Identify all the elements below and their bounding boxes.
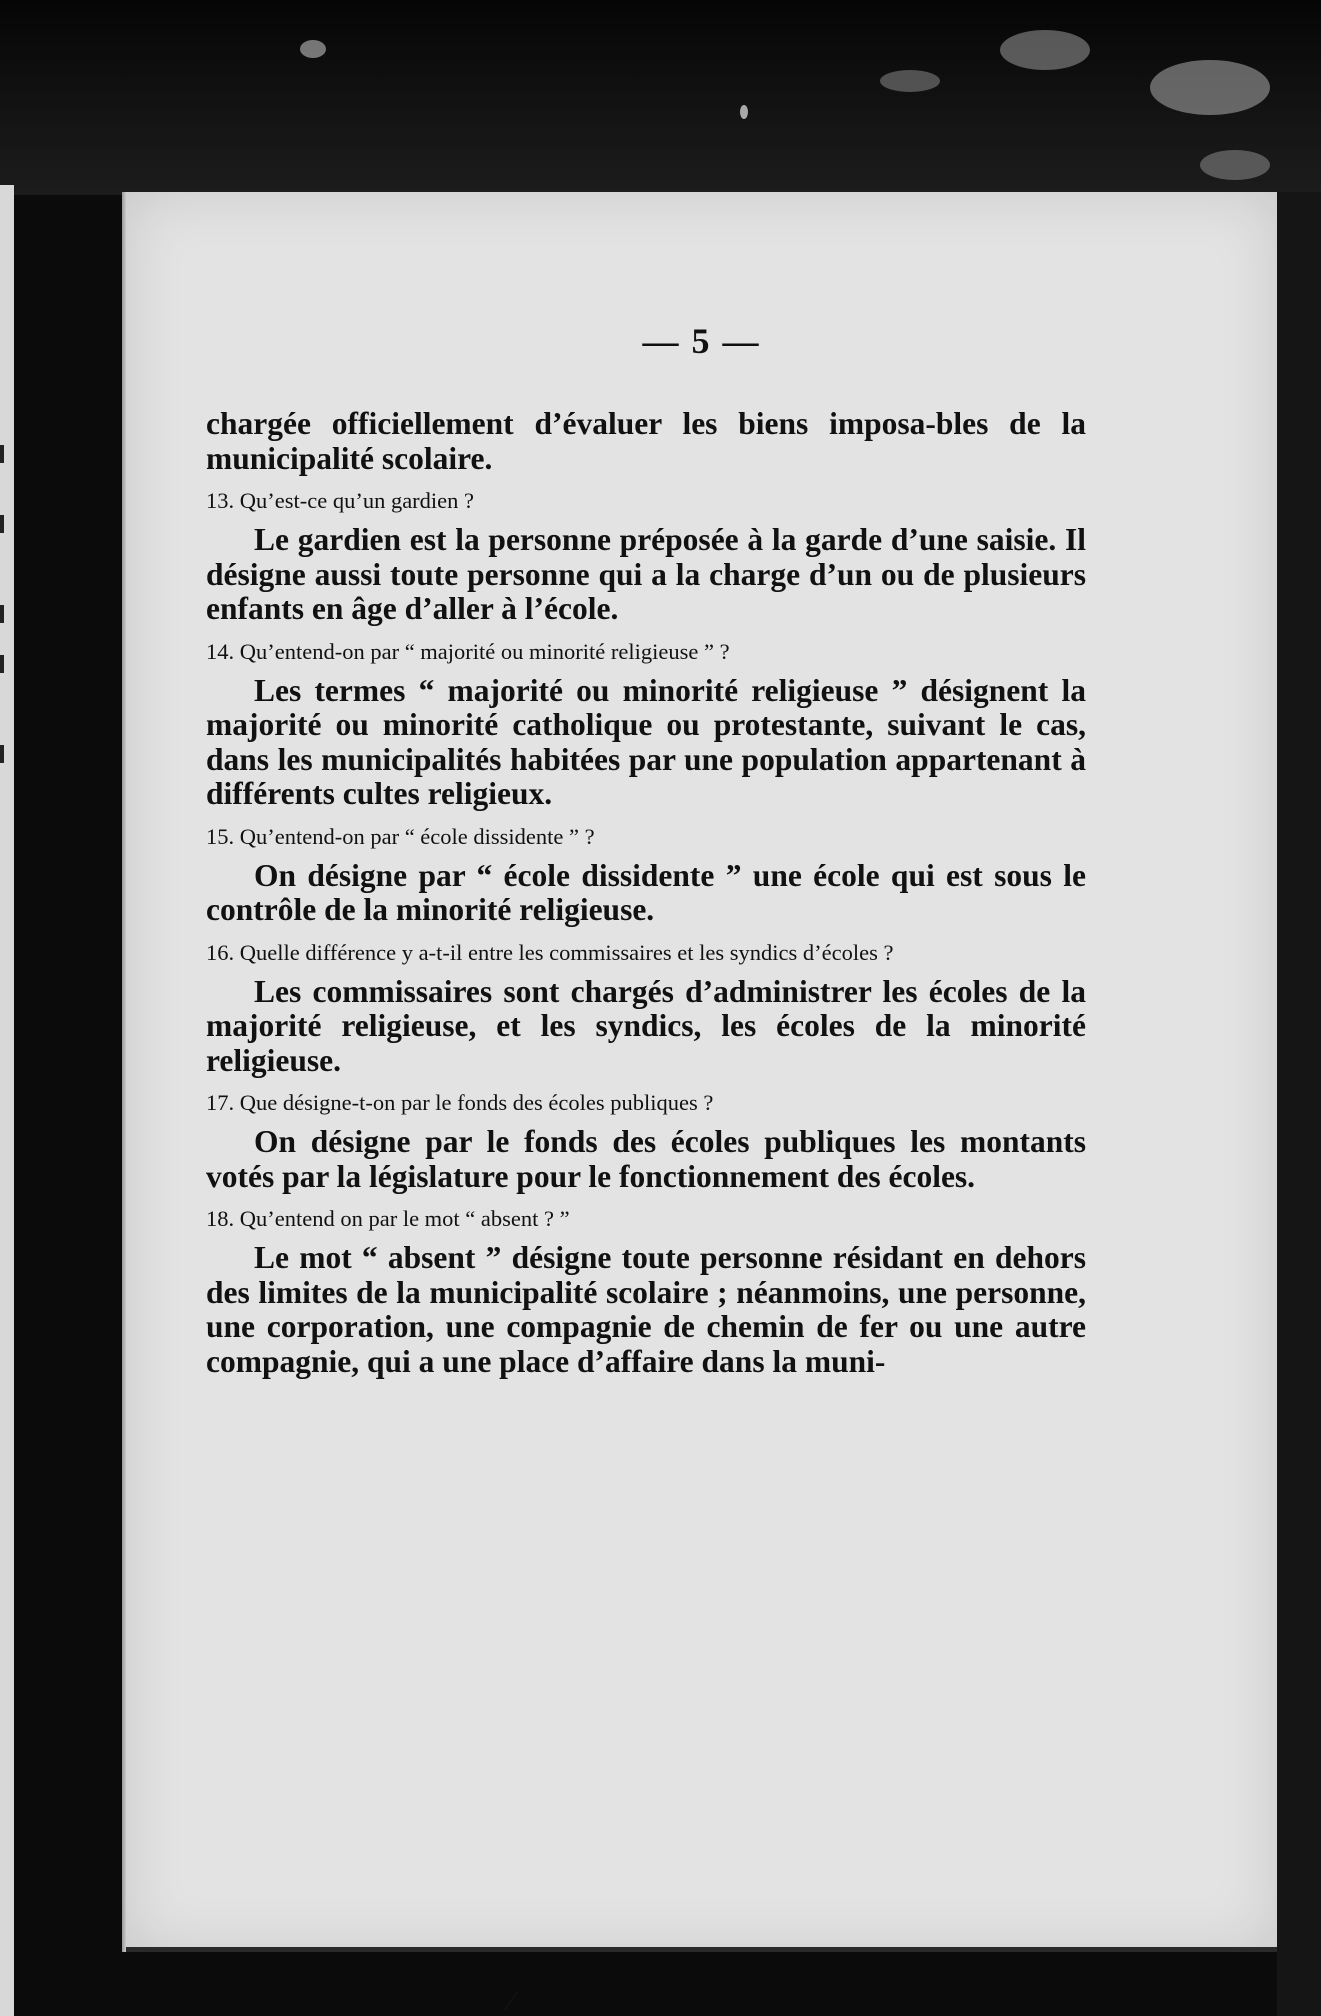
spacer — [206, 1078, 1086, 1090]
spacer — [206, 476, 1086, 488]
right-dark-edge — [1277, 192, 1321, 2016]
spacer — [206, 1194, 1086, 1206]
answer-paragraph: On désigne par le fonds des écoles publiques les montants votés par la législature pour le fonctionnement des écoles. — [206, 1124, 1086, 1194]
spacer — [206, 1379, 1086, 1391]
speckle — [740, 105, 748, 119]
answer-paragraph: Le gardien est la personne préposée à la garde d’une saisie. Il désigne aussi toute personne qui a la charge d’un ou de plusieurs enfants en âge d’aller à l’école. — [206, 522, 1086, 626]
adjacent-page-strip — [0, 185, 14, 2016]
strip-mark — [0, 745, 4, 763]
strip-mark — [0, 445, 4, 463]
question-line: 15. Qu’entend-on par “ école dissidente ” ? — [206, 823, 595, 849]
question-line: 16. Quelle différence y a-t-il entre les commissaires et les syndics d’écoles ? — [206, 939, 894, 965]
page-text-body — [206, 407, 1086, 1391]
strip-mark — [0, 605, 4, 623]
scan-dark-background — [0, 0, 1321, 195]
spacer — [206, 928, 1086, 940]
question-line: 17. Que désigne-t-on par le fonds des écoles publiques ? — [206, 1090, 714, 1115]
pen-mark — [504, 1991, 518, 2010]
spacer — [206, 627, 1086, 639]
speckle — [300, 40, 326, 58]
page-bottom-border — [126, 1947, 1277, 1952]
strip-mark — [0, 655, 4, 673]
question-line: 18. Qu’entend on par le mot “ absent ? ” — [206, 1206, 570, 1231]
answer-paragraph: Le mot “ absent ” désigne toute personne résidant en dehors des limites de la municipalité scolaire ; néanmoins, une personne, une corporation, une compagnie de chemin de fer ou une autre compagnie, qui a une place d’affaire dans la muni- — [206, 1240, 1086, 1379]
page-number: — 5 — — [642, 321, 761, 361]
answer-paragraph: On désigne par “ école dissidente ” une école qui est sous le contrôle de la minorité religieuse. — [206, 857, 1086, 927]
speckle — [1150, 60, 1270, 115]
question-line: 14. Qu’entend-on par “ majorité ou minorité religieuse ” ? — [206, 638, 730, 664]
spacer — [206, 812, 1086, 824]
answer-paragraph: Les commissaires sont chargés d’administrer les écoles de la majorité religieuse, et les syndics, les écoles de la minorité religieuse. — [206, 973, 1086, 1078]
speckle — [880, 70, 940, 92]
speckle — [1200, 150, 1270, 180]
strip-mark — [0, 515, 4, 533]
answer-paragraph: Les termes “ majorité ou minorité religieuse ” désignent la majorité ou minorité catholique ou protestante, suivant le cas, dans les municipalités habitées par une population appartenant à différents cultes religieux. — [206, 672, 1086, 811]
question-line: 13. Qu’est-ce qu’un gardien ? — [206, 488, 475, 513]
answer-paragraph: chargée officiellement d’évaluer les biens imposa-bles de la municipalité scolaire. — [206, 406, 1086, 476]
speckle — [1000, 30, 1090, 70]
book-page — [126, 192, 1277, 1952]
